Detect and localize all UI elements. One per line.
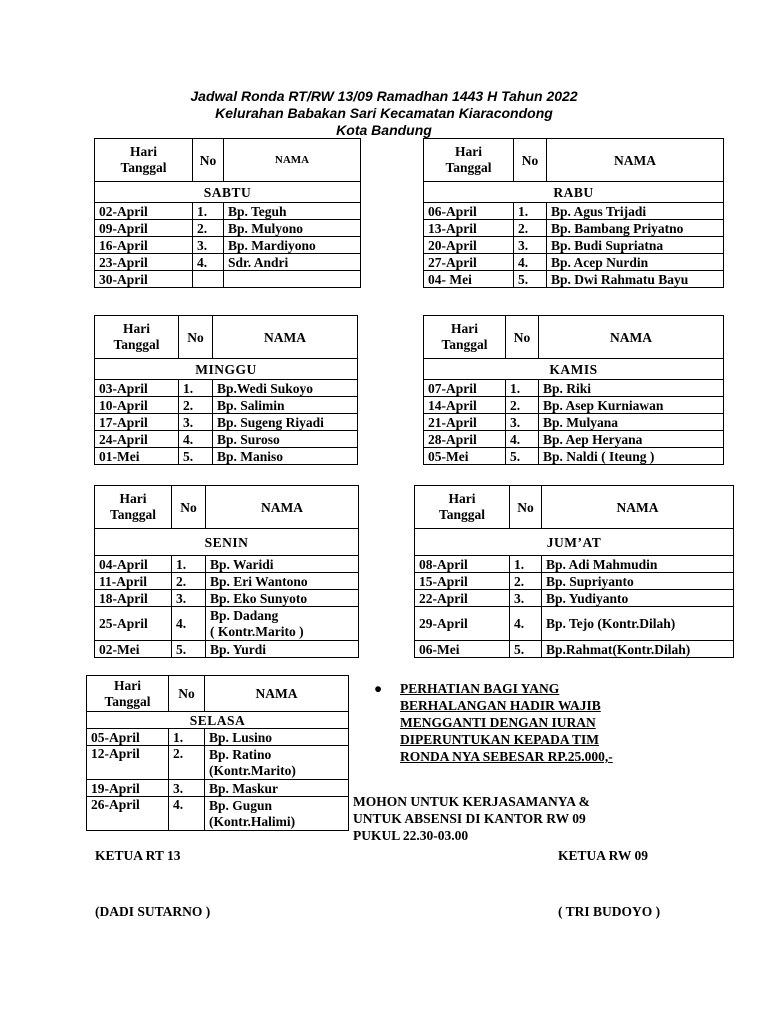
- table-row: 02-Mei 5. Bp. Yurdi: [95, 641, 359, 658]
- table-row: 26-April 4. Bp. Gugun (Kontr.Halimi): [87, 797, 349, 831]
- table-row: 02-April 1. Bp. Teguh: [95, 203, 361, 220]
- schedule-table-senin: [94, 485, 359, 658]
- schedule-table-sabtu: [94, 138, 361, 288]
- header-no: No: [506, 316, 539, 359]
- schedule-table-jumat: [414, 485, 734, 658]
- table-row: 13-April 2. Bp. Bambang Priyatno: [424, 220, 724, 237]
- schedule-table-rabu: [423, 138, 724, 288]
- page-title-line1: Jadwal Ronda RT/RW 13/09 Ramadhan 1443 H Tahun 2022: [190, 88, 578, 104]
- header-nama: NAMA: [542, 486, 734, 529]
- table-row: 04- Mei 5. Bp. Dwi Rahmatu Bayu: [424, 271, 724, 288]
- closing-text: MOHON UNTUK KERJASAMANYA & UNTUK ABSENSI DI KANTOR RW 09 PUKUL 22.30-03.00: [353, 794, 590, 843]
- table-row: 27-April 4. Bp. Acep Nurdin: [424, 254, 724, 271]
- notice-text: PERHATIAN BAGI YANG BERHALANGAN HADIR WAJIB MENGGANTI DENGAN IURAN DIPERUNTUKAN KEPADA TIM RONDA NYA SEBESAR RP.25.000,-: [400, 681, 613, 764]
- rw-name: ( TRI BUDOYO ): [558, 904, 661, 919]
- header-hari-tanggal: Hari Tanggal: [95, 139, 193, 182]
- table-row: 29-April 4. Bp. Tejo (Kontr.Dilah): [415, 607, 734, 641]
- schedule-table-minggu: [94, 315, 358, 465]
- header-nama: NAMA: [205, 676, 349, 712]
- header-hari-tanggal: Hari Tanggal: [95, 316, 179, 359]
- table-header-row: [95, 486, 359, 529]
- table-row: 12-April 2. Bp. Ratino (Kontr.Marito): [87, 746, 349, 780]
- page-title-line2: Kelurahan Babakan Sari Kecamatan Kiaracondong: [215, 105, 553, 121]
- rt-title: KETUA RT 13: [95, 848, 181, 863]
- table-header-row: [95, 139, 361, 182]
- table-header-row: [87, 676, 349, 712]
- header-nama: NAMA: [224, 139, 361, 182]
- schedule-table-selasa: [86, 675, 349, 831]
- table-row: 19-April 3. Bp. Maskur: [87, 780, 349, 797]
- table-row: 05-April 1. Bp. Lusino: [87, 729, 349, 746]
- header-hari-tanggal: Hari Tanggal: [424, 139, 514, 182]
- day-label-senin: SENIN: [95, 529, 359, 556]
- header-no: No: [179, 316, 213, 359]
- header-hari-tanggal: Hari Tanggal: [87, 676, 169, 712]
- header-nama: NAMA: [213, 316, 358, 359]
- page-title-line3: Kota Bandung: [336, 122, 432, 138]
- header-no: No: [172, 486, 206, 529]
- day-label-selasa: SELASA: [87, 712, 349, 729]
- table-row: 18-April 3. Bp. Eko Sunyoto: [95, 590, 359, 607]
- table-row: 05-Mei 5. Bp. Naldi ( Iteung ): [424, 448, 724, 465]
- table-row: 30-April: [95, 271, 361, 288]
- rt-name: (DADI SUTARNO ): [95, 904, 211, 919]
- day-label-rabu: RABU: [424, 182, 724, 203]
- table-row: 17-April 3. Bp. Sugeng Riyadi: [95, 414, 358, 431]
- table-row: 06-Mei 5. Bp.Rahmat(Kontr.Dilah): [415, 641, 734, 658]
- header-nama: NAMA: [539, 316, 724, 359]
- table-row: 11-April 2. Bp. Eri Wantono: [95, 573, 359, 590]
- header-no: No: [193, 139, 224, 182]
- table-row: 16-April 3. Bp. Mardiyono: [95, 237, 361, 254]
- table-row: 28-April 4. Bp. Aep Heryana: [424, 431, 724, 448]
- header-no: No: [514, 139, 547, 182]
- header-no: No: [169, 676, 205, 712]
- table-row: 24-April 4. Bp. Suroso: [95, 431, 358, 448]
- table-row: 07-April 1. Bp. Riki: [424, 380, 724, 397]
- table-row: 14-April 2. Bp. Asep Kurniawan: [424, 397, 724, 414]
- header-no: No: [510, 486, 542, 529]
- day-label-minggu: MINGGU: [95, 359, 358, 380]
- table-row: 09-April 2. Bp. Mulyono: [95, 220, 361, 237]
- table-row: 23-April 4. Sdr. Andri: [95, 254, 361, 271]
- table-row: 01-Mei 5. Bp. Maniso: [95, 448, 358, 465]
- table-header-row: [95, 316, 358, 359]
- header-nama: NAMA: [206, 486, 359, 529]
- table-row: 22-April 3. Bp. Yudiyanto: [415, 590, 734, 607]
- header-hari-tanggal: Hari Tanggal: [95, 486, 172, 529]
- table-row: 25-April 4. Bp. Dadang ( Kontr.Marito ): [95, 607, 359, 641]
- header-nama: NAMA: [547, 139, 724, 182]
- table-row: 15-April 2. Bp. Supriyanto: [415, 573, 734, 590]
- table-row: 06-April 1. Bp. Agus Trijadi: [424, 203, 724, 220]
- rw-title: KETUA RW 09: [558, 848, 649, 863]
- header-hari-tanggal: Hari Tanggal: [415, 486, 510, 529]
- table-row: 21-April 3. Bp. Mulyana: [424, 414, 724, 431]
- table-header-row: [424, 139, 724, 182]
- day-label-jumat: JUM’AT: [415, 529, 734, 556]
- table-row: 08-April 1. Bp. Adi Mahmudin: [415, 556, 734, 573]
- table-header-row: [424, 316, 724, 359]
- schedule-table-kamis: [423, 315, 724, 465]
- table-row: 10-April 2. Bp. Salimin: [95, 397, 358, 414]
- day-label-kamis: KAMIS: [424, 359, 724, 380]
- table-row: 04-April 1. Bp. Waridi: [95, 556, 359, 573]
- header-hari-tanggal: Hari Tanggal: [424, 316, 506, 359]
- table-row: 20-April 3. Bp. Budi Supriatna: [424, 237, 724, 254]
- bullet-icon: ●: [374, 681, 383, 696]
- day-label-sabtu: SABTU: [95, 182, 361, 203]
- table-header-row: [415, 486, 734, 529]
- table-row: 03-April 1. Bp.Wedi Sukoyo: [95, 380, 358, 397]
